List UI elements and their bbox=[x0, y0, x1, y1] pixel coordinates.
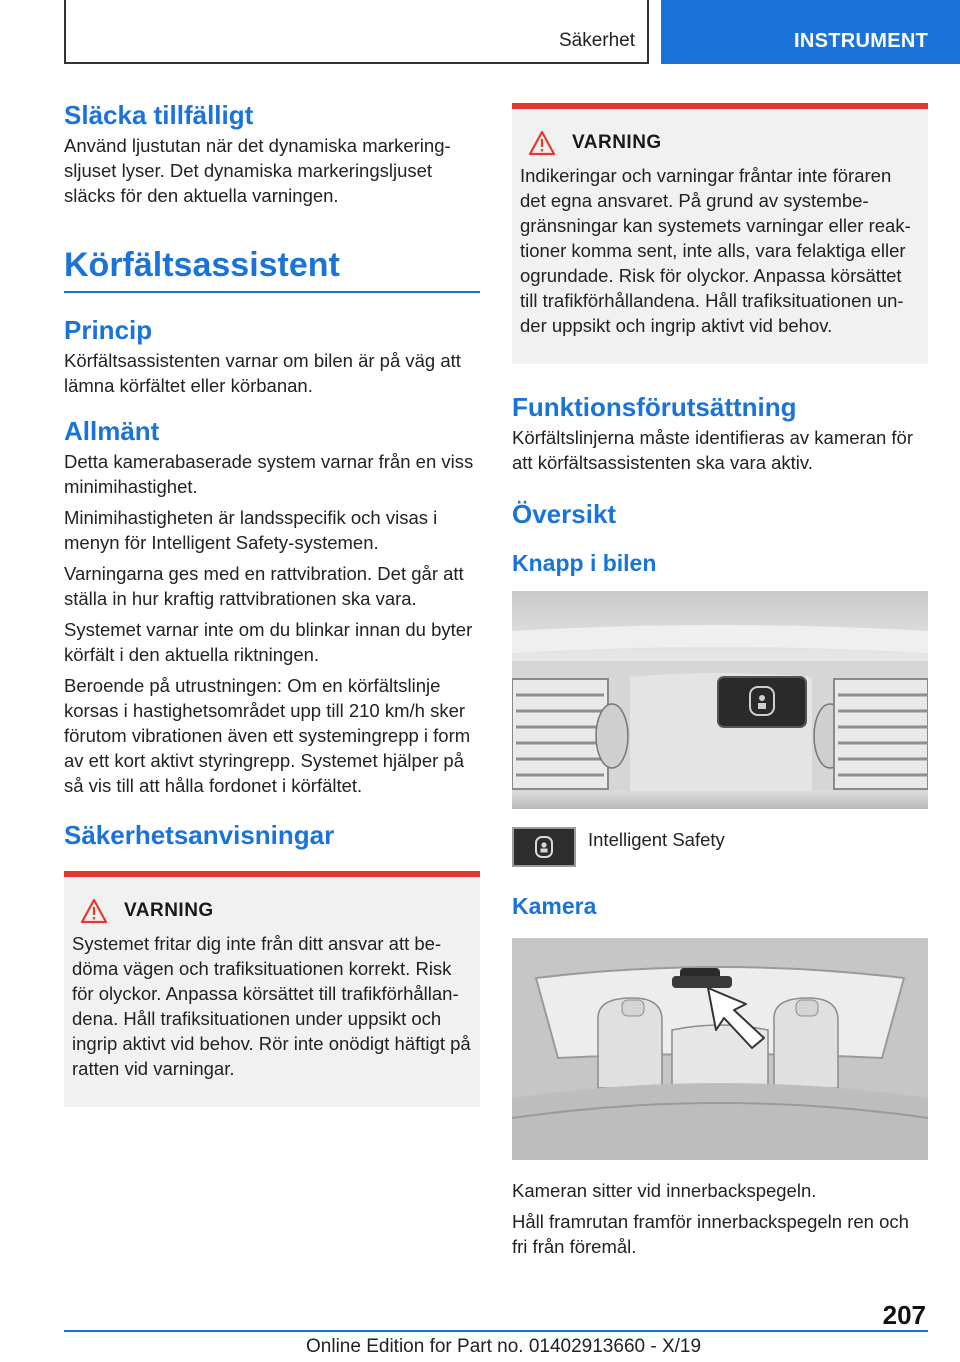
allmant-paragraph-3: Varningarna ges med en rattvibration. Det går att ställa in hur kraftig rattvibrationen ska vara. bbox=[64, 563, 464, 609]
dashboard-button-figure bbox=[512, 591, 928, 809]
princip-heading: Princip bbox=[64, 315, 153, 345]
oversikt-heading: Översikt bbox=[512, 499, 617, 529]
slacka-heading: Släcka tillfälligt bbox=[64, 100, 254, 130]
allmant-paragraph-2: Minimihastigheten är landsspecifik och visas i menyn för Intelligent Safety-systemen. bbox=[64, 507, 438, 553]
car-shield-icon bbox=[533, 835, 555, 859]
warning-title: VARNING bbox=[124, 900, 214, 921]
warning-text: Systemet fritar dig inte från ditt ansvar att bedöma vägen och trafiksituationen korrekt. Risk för olyckor. Anpassa körsättet till trafikförhållandena. Håll trafiksituationen under uppsikt och ingrip aktivt vid behov. Rör inte onödigt häftigt på ratten vid varningar. bbox=[72, 933, 471, 1079]
header-section-box bbox=[64, 0, 649, 64]
left-column bbox=[64, 100, 480, 1107]
knapp-heading: Knapp i bilen bbox=[512, 550, 657, 576]
footer-divider bbox=[64, 1330, 928, 1332]
car-interior-illustration bbox=[512, 938, 928, 1160]
allmant-paragraph-5: Beroende på utrustningen: Om en körfältslinje korsas i hastighetsområdet upp till 210 km/h sker förutom vibrationen även ett systemingrepp i form av ett kort aktivt styringrepp. Systemet hjälper på så vis till att hålla fordonet i körfältet. bbox=[64, 675, 471, 796]
intelligent-safety-button-icon bbox=[512, 827, 576, 867]
dashboard-illustration bbox=[512, 591, 928, 809]
page-number: 207 bbox=[882, 1300, 926, 1330]
allmant-paragraph-1: Detta kamerabaserade system varnar från en viss minimihastighet. bbox=[64, 451, 474, 497]
warning-box-right bbox=[512, 103, 928, 364]
warning-title: VARNING bbox=[572, 132, 662, 153]
legend-row-intelligent-safety bbox=[512, 827, 928, 867]
warning-triangle-icon bbox=[80, 898, 108, 924]
header-section-label: Säkerhet bbox=[558, 30, 635, 51]
funktion-text: Körfältslinjerna måste identifieras av kameran för att körfältsassistenten ska vara aktiv. bbox=[512, 427, 914, 473]
warning-triangle-icon bbox=[528, 130, 556, 156]
kamera-paragraph-1: Kameran sitter vid innerbackspegeln. bbox=[512, 1180, 817, 1201]
kamera-paragraph-2: Håll framrutan framför innerbackspegeln ren och fri från föremål. bbox=[512, 1211, 909, 1257]
legend-label: Intelligent Safety bbox=[588, 829, 725, 850]
princip-text: Körfältsassistenten varnar om bilen är på väg att lämna körfältet eller körbanan. bbox=[64, 350, 461, 396]
header-chapter-tab[interactable]: INSTRUMENT bbox=[661, 0, 960, 64]
allmant-paragraph-4: Systemet varnar inte om du blinkar innan du byter körfält i den aktuella riktningen. bbox=[64, 619, 473, 665]
funktion-heading: Funktionsförutsättning bbox=[512, 392, 797, 422]
warning-text: Indikeringar och varningar fråntar inte föraren det egna ansvaret. På grund av systembegränsningar kan systemets varningar eller reaktioner komma sent, inte alls, vara felaktiga eller ogrundade. Risk för olyckor. Anpassa körsättet till trafikförhållandena. Håll trafiksituationen under uppsikt och ingrip aktivt vid behov. bbox=[520, 165, 911, 336]
page-title: Körfältsassistent bbox=[64, 246, 480, 293]
camera-figure bbox=[512, 938, 928, 1160]
right-column bbox=[512, 103, 928, 1259]
allmant-heading: Allmänt bbox=[64, 416, 160, 446]
warning-header bbox=[72, 897, 472, 925]
warning-header bbox=[520, 129, 920, 157]
kamera-heading: Kamera bbox=[512, 893, 597, 919]
slacka-text: Använd ljustutan när det dynamiska markeringsljuset lyser. Det dynamiska markeringsljuset släcks för den aktuella varningen. bbox=[64, 135, 451, 206]
sakerhet-heading: Säkerhetsanvisningar bbox=[64, 820, 335, 850]
warning-box-left bbox=[64, 871, 480, 1107]
footer-edition-text: Online Edition for Part no. 01402913660 - X/19 bbox=[306, 1336, 702, 1357]
